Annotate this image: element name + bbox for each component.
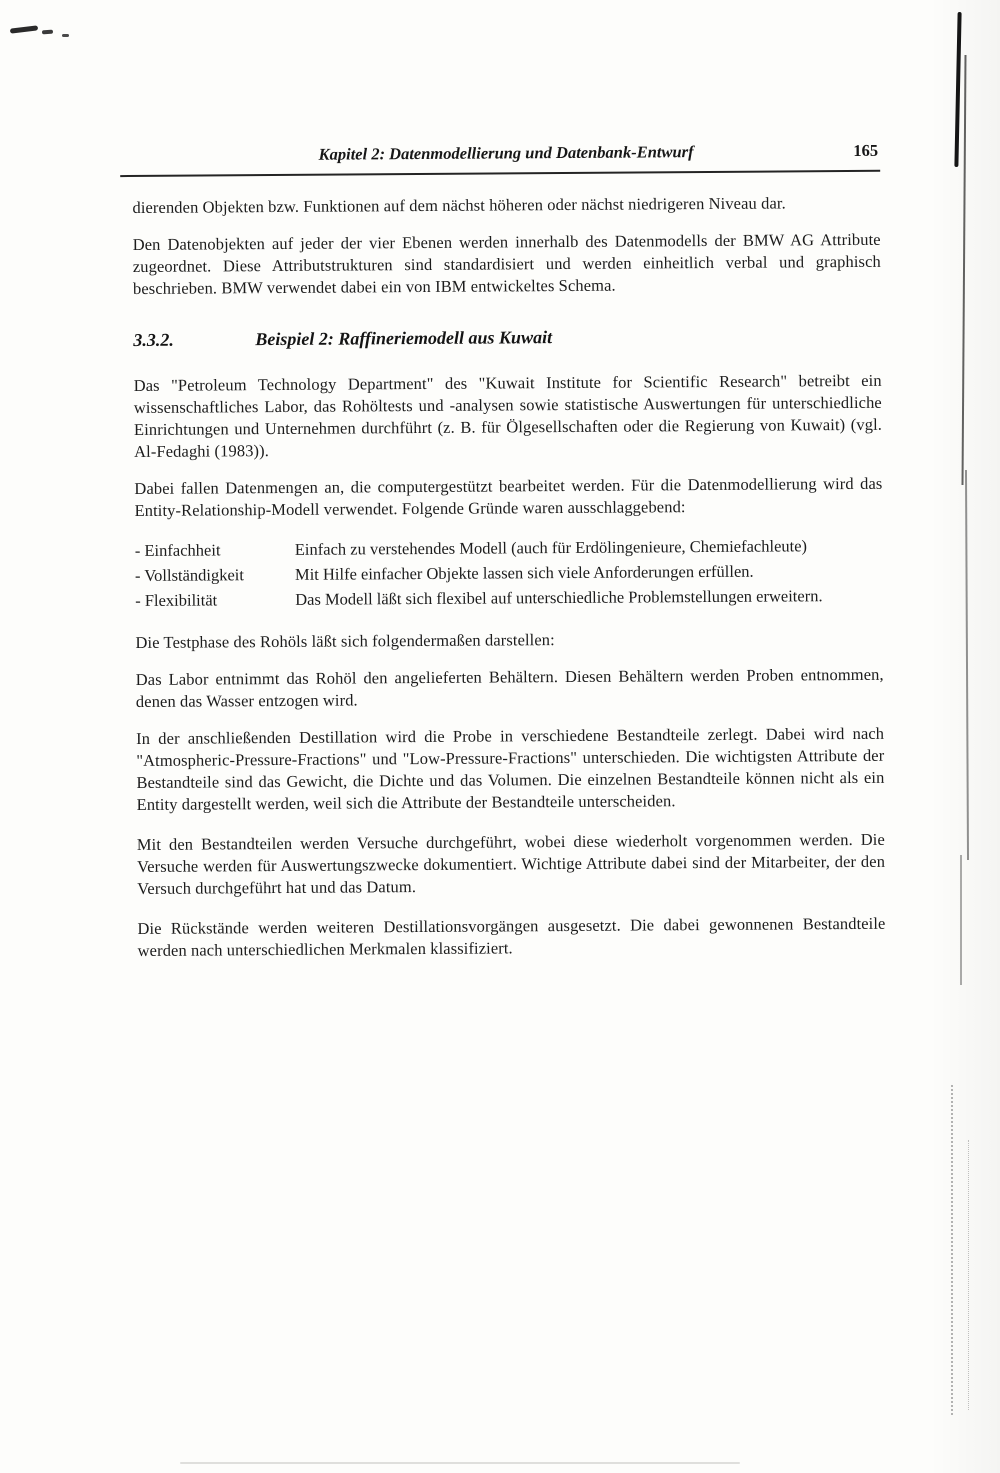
paragraph: Dabei fallen Datenmengen an, die computergestützt bearbeitet werden. Für die Datenmodellierung wird das Entity-Relationship-Modell verwendet. Folgende Gründe waren ausschlaggebend: <box>134 473 883 520</box>
section-title: Beispiel 2: Raffineriemodell aus Kuwait <box>255 327 553 350</box>
running-header-title: Kapitel 2: Datenmodellierung und Datenbank-Entwurf <box>318 142 694 164</box>
paragraph: dierenden Objekten bzw. Funktionen auf dem nächst höheren oder nächst niedrigeren Niveau dar. <box>132 193 786 217</box>
scan-artifact-right-edge-line <box>965 470 969 860</box>
paragraph: Das Labor entnimmt das Rohöl den angelieferten Behältern. Diesen Behältern werden Proben entnommen, denen das Wasser entzogen wird. <box>135 664 884 711</box>
scan-artifact-right-edge-line <box>954 12 961 167</box>
page-number: 165 <box>853 140 879 160</box>
criteria-term: - Einfachheit <box>134 540 221 560</box>
paragraph: Die Rückstände werden weiteren Destillationsvorgängen ausgesetzt. Die dabei gewonnenen Bestandteile werden nach unterschiedlichen Merkmalen klassifiziert. <box>137 913 886 960</box>
scan-artifact-right-edge-dotted-line <box>968 1140 969 1410</box>
scan-artifact-right-edge-line <box>960 855 962 985</box>
criteria-row <box>135 535 883 562</box>
scan-artifact-right-edge-line <box>961 55 966 485</box>
paragraph: Den Datenobjekten auf jeder der vier Ebenen werden innerhalb des Datenmodells der BMW AG Attribute zugeordnet. Diese Attributstrukturen sind standardisiert und werden einheitlich verbal und graphisch beschrieben. BMW verwendet dabei ein von IBM entwickeltes Schema. <box>132 229 881 298</box>
section-number: 3.3.2. <box>133 329 174 350</box>
criteria-term: - Flexibilität <box>135 590 218 610</box>
criteria-row <box>135 585 883 612</box>
page-content <box>132 141 886 962</box>
paragraph: Die Testphase des Rohöls läßt sich folgendermaßen darstellen: <box>135 630 555 652</box>
scan-artifact-topleft-smudge <box>62 34 69 37</box>
running-header <box>132 141 880 173</box>
paragraph: Das "Petroleum Technology Department" des "Kuwait Institute for Scientific Research" betreibt ein wissenschaftliches Labor, das Rohöltests und -analysen sowie statistische Auswertungen für unterschiedliche Einrichtungen und Unternehmen durchführt (z. B. für Ölgesellschaften oder die Regierung von Kuwait) (vgl. Al-Fedaghi (1983)). <box>133 370 883 461</box>
criteria-row <box>135 560 883 587</box>
criteria-definition: Einfach zu verstehendes Modell (auch für Erdölingenieure, Chemiefachleute) <box>294 536 808 559</box>
scan-artifact-topleft-smudge <box>42 30 53 35</box>
paragraph: Mit den Bestandteilen werden Versuche durchgeführt, wobei diese wiederholt vorgenommen werden. Die Versuche werden für Auswertungszwecke dokumentiert. Wichtige Attribute dabei sind der Mitarbeiter, der den Versuch durchgeführt hat und das Datum. <box>136 829 886 898</box>
criteria-list <box>135 535 883 612</box>
criteria-definition: Mit Hilfe einfacher Objekte lassen sich viele Anforderungen erfüllen. <box>294 561 754 584</box>
criteria-definition: Das Modell läßt sich flexibel auf unterschiedliche Problemstellungen erweitern. <box>295 586 823 609</box>
section-heading <box>133 325 881 351</box>
criteria-term: - Vollständigkeit <box>134 565 244 585</box>
paragraph: In der anschließenden Destillation wird die Probe in verschiedene Bestandteile zerlegt. Dabei wird nach "Atmospheric-Pressure-Fractions" und "Low-Pressure-Fractions" unterschieden. Die wichtigsten Attribute der Bestandteile sind das Gewicht, die Dichte und das Volumen. Die einzelnen Bestandteile können nicht als ein Entity dargestellt werden, weil sich die Attribute der Bestandteile unterscheiden. <box>136 723 885 814</box>
scan-artifact-topleft-smudge <box>10 25 38 33</box>
scan-artifact-right-edge-dotted-line <box>951 1085 953 1415</box>
scan-artifact-bottom-streak <box>180 1462 740 1464</box>
